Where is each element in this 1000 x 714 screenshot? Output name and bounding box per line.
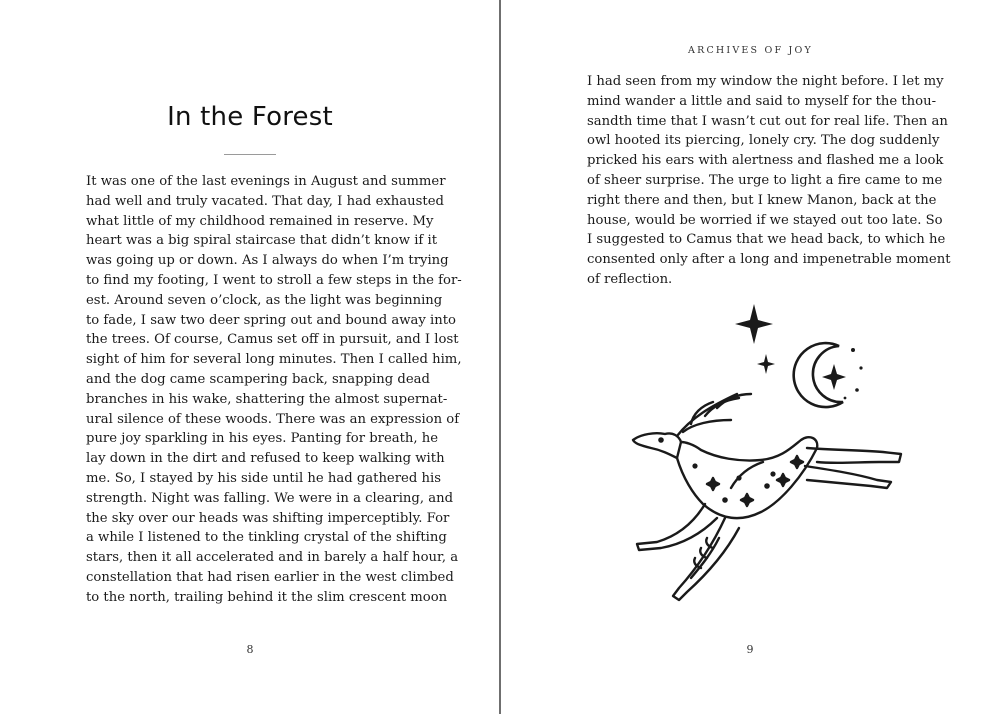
text-line: of reflection. [587, 271, 673, 287]
text-line: to find my footing, I went to stroll a few steps in the for- [86, 272, 462, 288]
page-number: 8 [246, 643, 254, 656]
text-line: heart was a big spiral staircase that didn’t know if it [86, 233, 438, 249]
left-body-text [86, 172, 462, 608]
left-page [0, 0, 499, 714]
text-line: right there and then, but I knew Manon, back at the [587, 192, 937, 208]
text-line: consented only after a long and impenetrable moment [587, 252, 951, 268]
text-line: and the dog came scampering back, snapping dead [86, 371, 430, 387]
running-header: ARCHIVES OF JOY [688, 45, 813, 56]
text-line: sight of him for several long minutes. Then I called him, [86, 352, 462, 368]
text-line: had well and truly vacated. That day, I had exhausted [86, 193, 444, 209]
text-line: the sky over our heads was shifting imperceptibly. For [86, 510, 450, 526]
chapter-title: In the Forest [167, 102, 333, 132]
text-line: was going up or down. As I always do when I’m trying [86, 253, 449, 269]
text-line: est. Around seven o’clock, as the light was beginning [86, 292, 443, 308]
text-line: branches in his wake, shattering the almost supernat- [86, 391, 448, 407]
deer-icon [633, 394, 901, 600]
text-line: house, would be worried if we stayed out too late. So [587, 212, 943, 228]
text-line: I suggested to Camus that we head back, to which he [587, 232, 946, 248]
text-line: what little of my childhood remained in reserve. My [86, 213, 434, 229]
text-line: pure joy sparkling in his eyes. Panting for breath, he [86, 431, 439, 447]
text-line: of sheer surprise. The urge to light a fire came to me [587, 172, 943, 188]
text-line: me. So, I stayed by his side until he had gathered his [86, 470, 441, 486]
text-line: owl hooted its piercing, lonely cry. The dog suddenly [587, 133, 940, 149]
text-line: sandth time that I wasn’t cut out for real life. Then an [587, 113, 948, 129]
text-line: I had seen from my window the night before. I let my [587, 74, 944, 89]
text-line: mind wander a little and said to myself for the thou- [587, 93, 937, 109]
text-line: It was one of the last evenings in August and summer [86, 174, 446, 189]
text-line: the trees. Of course, Camus set off in pursuit, and I lost [86, 332, 459, 348]
text-line: lay down in the dirt and refused to keep walking with [86, 451, 445, 467]
star-icon [735, 304, 773, 344]
crescent-moon-icon [794, 343, 863, 407]
right-page [501, 0, 1000, 714]
right-body-text [587, 72, 951, 290]
leaping-deer-illustration [621, 298, 921, 608]
text-line: constellation that had risen earlier in the west climbed [86, 569, 454, 585]
text-line: pricked his ears with alertness and flashed me a look [587, 153, 944, 169]
text-line: stars, then it all accelerated and in barely a half hour, a [86, 550, 459, 566]
page-number: 9 [746, 643, 754, 656]
text-line: to fade, I saw two deer spring out and bound away into [86, 312, 456, 328]
text-line: to the north, trailing behind it the slim crescent moon [86, 589, 448, 605]
text-line: a while I listened to the tinkling crystal of the shifting [86, 530, 447, 546]
text-line: strength. Night was falling. We were in a clearing, and [86, 490, 454, 506]
title-divider [224, 154, 276, 155]
small-star-icon [757, 354, 775, 374]
text-line: ural silence of these woods. There was an expression of [86, 411, 460, 427]
